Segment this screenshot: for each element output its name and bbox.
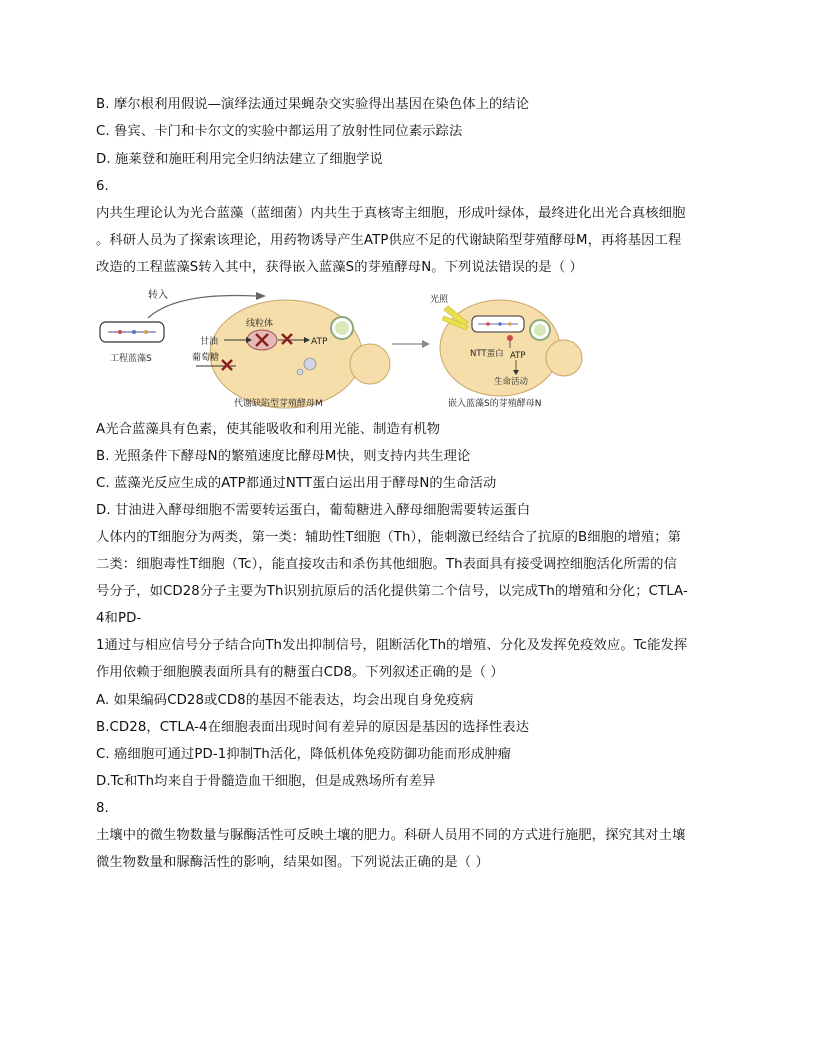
option-a-q7: A. 如果编码CD28或CD8的基因不能表达，均会出现自身免疫病 xyxy=(96,693,474,708)
option-b-q7: B.CD28，CTLA-4在细胞表面出现时间有差异的原因是基因的选择性表达 xyxy=(96,720,530,735)
glycerol-label: 甘油 xyxy=(200,337,219,347)
question-number-6: 6. xyxy=(96,179,109,194)
option-d-q5: D. 施莱登和施旺利用完全归纳法建立了细胞学说 xyxy=(96,152,383,167)
question-8-text-line-1: 土壤中的微生物数量与脲酶活性可反映土壤的肥力。科研人员用不同的方式进行施肥，探究其对土壤 xyxy=(96,828,686,843)
ntt-protein-label: NTT蛋白 xyxy=(470,349,504,359)
option-c-q7: C. 癌细胞可通过PD-1抑制Th活化，降低机体免疫防御功能而形成肿瘤 xyxy=(96,747,512,762)
question-6-text-line-1: 内共生理论认为光合蓝藻（蓝细菌）内共生于真核寄主细胞，形成叶绿体，最终进化出光合真核细胞 xyxy=(96,206,686,221)
yeast-n-label: 嵌入蓝藻S的芽殖酵母N xyxy=(448,399,542,409)
question-7-text-line-5: 1通过与相应信号分子结合向Th发出抑制信号，阻断活化Th的增殖、分化及发挥免疫效应。Tc能发挥 xyxy=(96,638,688,653)
question-7-text-line-3: 号分子，如CD28分子主要为Th识别抗原后的活化提供第二个信号，以完成Th的增殖和分化；CTLA- xyxy=(96,584,688,599)
cyano-s-label: 工程蓝藻S xyxy=(110,354,152,364)
option-c-q6: C. 蓝藻光反应生成的ATP都通过NTT蛋白运出用于酵母N的生命活动 xyxy=(96,476,497,491)
option-c-q5: C. 鲁宾、卡门和卡尔文的实验中都运用了放射性同位素示踪法 xyxy=(96,124,463,139)
option-b-q5: B. 摩尔根利用假说—演绎法通过果蝇杂交实验得出基因在染色体上的结论 xyxy=(96,97,530,112)
question-8-text-line-2: 微生物数量和脲酶活性的影响，结果如图。下列说法正确的是（ ） xyxy=(96,855,489,870)
option-d-q7: D.Tc和Th均来自于骨髓造血干细胞，但是成熟场所有差异 xyxy=(96,774,436,789)
glucose-label: 葡萄糖 xyxy=(192,353,220,363)
question-7-text-line-4: 4和PD- xyxy=(96,611,142,626)
life-activity-label: 生命活动 xyxy=(494,377,529,387)
mitochondria-label: 线粒体 xyxy=(246,319,274,329)
question-7-text-line-6: 作用依赖于细胞膜表面所具有的糖蛋白CD8。下列叙述正确的是（ ） xyxy=(96,665,504,680)
transfer-label: 转入 xyxy=(148,290,168,301)
question-7-text-line-2: 二类：细胞毒性T细胞（Tc），能直接攻击和杀伤其他细胞。Th表面具有接受调控细胞活化所需的信 xyxy=(96,557,677,572)
atp-label-m: ATP xyxy=(311,337,328,347)
option-b-q6: B. 光照条件下酵母N的繁殖速度比酵母M快，则支持内共生理论 xyxy=(96,449,471,464)
yeast-m-label: 代谢缺陷型芽殖酵母M xyxy=(234,399,323,409)
endosymbiosis-diagram xyxy=(96,282,608,414)
option-a-q6: A光合蓝藻具有色素，使其能吸收和利用光能、制造有机物 xyxy=(96,422,441,437)
option-d-q6: D. 甘油进入酵母细胞不需要转运蛋白，葡萄糖进入酵母细胞需要转运蛋白 xyxy=(96,503,531,518)
question-6-text-line-3: 改造的工程蓝藻S转入其中，获得嵌入蓝藻S的芽殖酵母N。下列说法错误的是（ ） xyxy=(96,260,583,275)
question-7-text-line-1: 人体内的T细胞分为两类，第一类：辅助性T细胞（Th），能刺激已经结合了抗原的B细胞的增殖；第 xyxy=(96,530,682,545)
light-label: 光照 xyxy=(430,295,449,305)
atp-label-n: ATP xyxy=(510,351,526,361)
question-6-text-line-2: 。科研人员为了探索该理论，用药物诱导产生ATP供应不足的代谢缺陷型芽殖酵母M，再将基因工程 xyxy=(96,233,682,248)
question-number-8: 8. xyxy=(96,801,109,816)
